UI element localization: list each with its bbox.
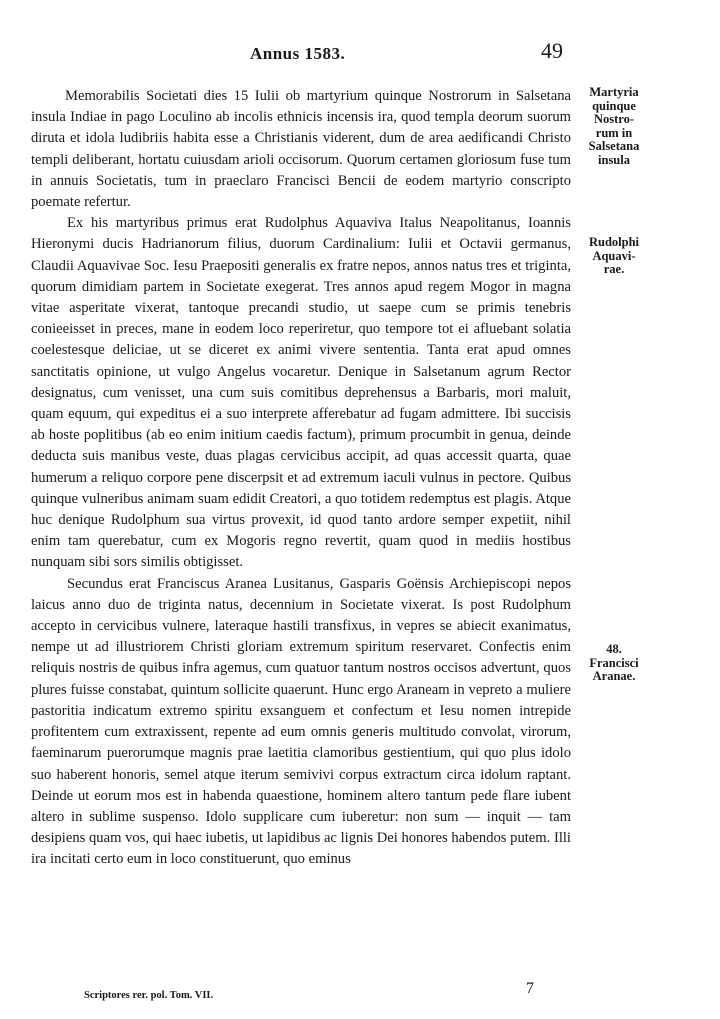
margin-line: Nostro-: [593, 112, 635, 126]
page-number: 49: [541, 38, 563, 63]
margin-line: rum in: [595, 125, 633, 140]
paragraph-3: Secundus erat Franciscus Aranea Lusitanus, Gasparis Goënsis Archiepiscopi nepos laicus anno duo de triginta natus, decennium in Societate vixerat. Is post Rudolphum accepto in cervicibus vulnere, lateraque hastili transfixus, in vepres se abiecit exanimatus, nempe ut ad illustriorem Christi gloriam extremum spiritum reservaret. Confectis enim reliquis nostris de quibus infra agemus, cum quatuor tantum nostros occisos advertunt, quos plures fuisse constabat, quintum sollicite quaerunt. Hunc ergo Araneam in vepreto a muliere pastoritia indicatum extremo spiritu exsanguem et confectum et Iesu nomen intrepide profitentem cum extraxissent, repente ad eum omnis generis multitudo convolat, virorum, faeminarum puerorumque magnis prae laetitia clamoribus gestientium, qui quo plus idolo suo haberent honoris, semel atque iterum semivivi corpus extractum circa idolum raptant. Deinde ut eorum mos est in habenda quaestione, hominem altero tantum pede flare iubent altero in sublime suspenso. Idolo supplicare cum iuberetur: non sum — inquit — tam desipiens quam vos, qui haec iubetis, ut lapidibus ac lignis Dei honores habendos putem. Illi ira incitati certo eum in loco constituerunt, quo eminus: [31, 575, 571, 868]
margin-line: Salsetana: [588, 139, 640, 153]
footer-source: Scriptores rer. pol. Tom. VII.: [84, 990, 214, 1001]
margin-note-rudolphi: [574, 236, 654, 277]
margin-line: 48.: [606, 642, 622, 656]
margin-line: rae.: [603, 262, 625, 276]
paragraph-2: Ex his martyribus primus erat Rudolphus Aquaviva Italus Neapolitanus, Ioannis Hieronymi ducis Hadrianorum filius, duorum Cardinalium: Iulii et Octavii germanus, Claudii Aquavivae Soc. Iesu Praepositi generalis ex fratre nepos, annos natus tres et triginta, quorum dimidiam partem in Societate exegerat. Tres annos apud regem Mogor in magna vitae asperitate vixerat, tantoque precandi studio, ut saepe cum se primis tenebris conieeisset in preces, mane in eodem loco reperiretur, quo tempore tot ei afluebant solatia coelestesque deliciae, ut se diceret ex animi vivere sententia. Tanta erat apud omnes sanctitatis opinione, ut vulgo Angelus vocaretur. Denique in Salsetanum agrum Rector designatus, cum venisset, una cum suis comitibus deprehensus a Barbaris, mori maluit, quam equum, qui expeditus ei a suo interprete afferebatur ad fugam admittere. Ibi succisis ab hoste poplitibus (ab eo enim initium caedis factum), primum procumbit in genua, deinde deducta suis manibus veste, duas plagas cervicibus accipit, ad quas accessit quarta, quae humerum a reliquo corpore pene discerpsit et ad extremum iaculi vulnus in pectore. Quibus quinque vulneribus animam suam edidit Creatori, a quo totidem redemptus est plagis. Atque huc denique Rudolphum sua virtus provexit, id quod tanto ardore semper expetiit, nihil enim tam querebatur, cum ex Mogoris regno revertit, quam quod in mediis hostibus nunquam sibi sors similis obtigisset.: [31, 215, 571, 571]
signature-mark: 7: [526, 980, 534, 997]
page-header: [0, 38, 720, 70]
margin-line: Martyria: [589, 85, 639, 99]
running-head-year: Annus 1583.: [250, 44, 346, 63]
margin-line: insula: [598, 152, 630, 167]
margin-line: Rudolphi: [588, 235, 640, 249]
main-text: [31, 86, 571, 871]
margin-line: Aquavi-: [592, 248, 636, 263]
margin-line: Aranae.: [592, 669, 636, 683]
margin-note-francisci: [574, 643, 654, 684]
margin-note-martyria: [574, 86, 654, 167]
margin-line: quinque: [592, 98, 636, 113]
paragraph-1: Memorabilis Societati dies 15 Iulii ob martyrium quinque Nostrorum in Salsetana insula Indiae in pago Loculino ab incolis ethnicis incensis ira, quod templa deorum suorum diruta et idola ludibriis habita esse a Christianis viderent, dum de area aedificandi Christo templi deliberant, hortatu cuiusdam arioli occisorum. Quorum certamen gloriosum fuse tum in annuis Societatis, tum in praeclaro Francisci Bencii de eodem martyrio conscripto poemate refertur.: [31, 88, 571, 211]
margin-line: Francisci: [589, 655, 639, 670]
